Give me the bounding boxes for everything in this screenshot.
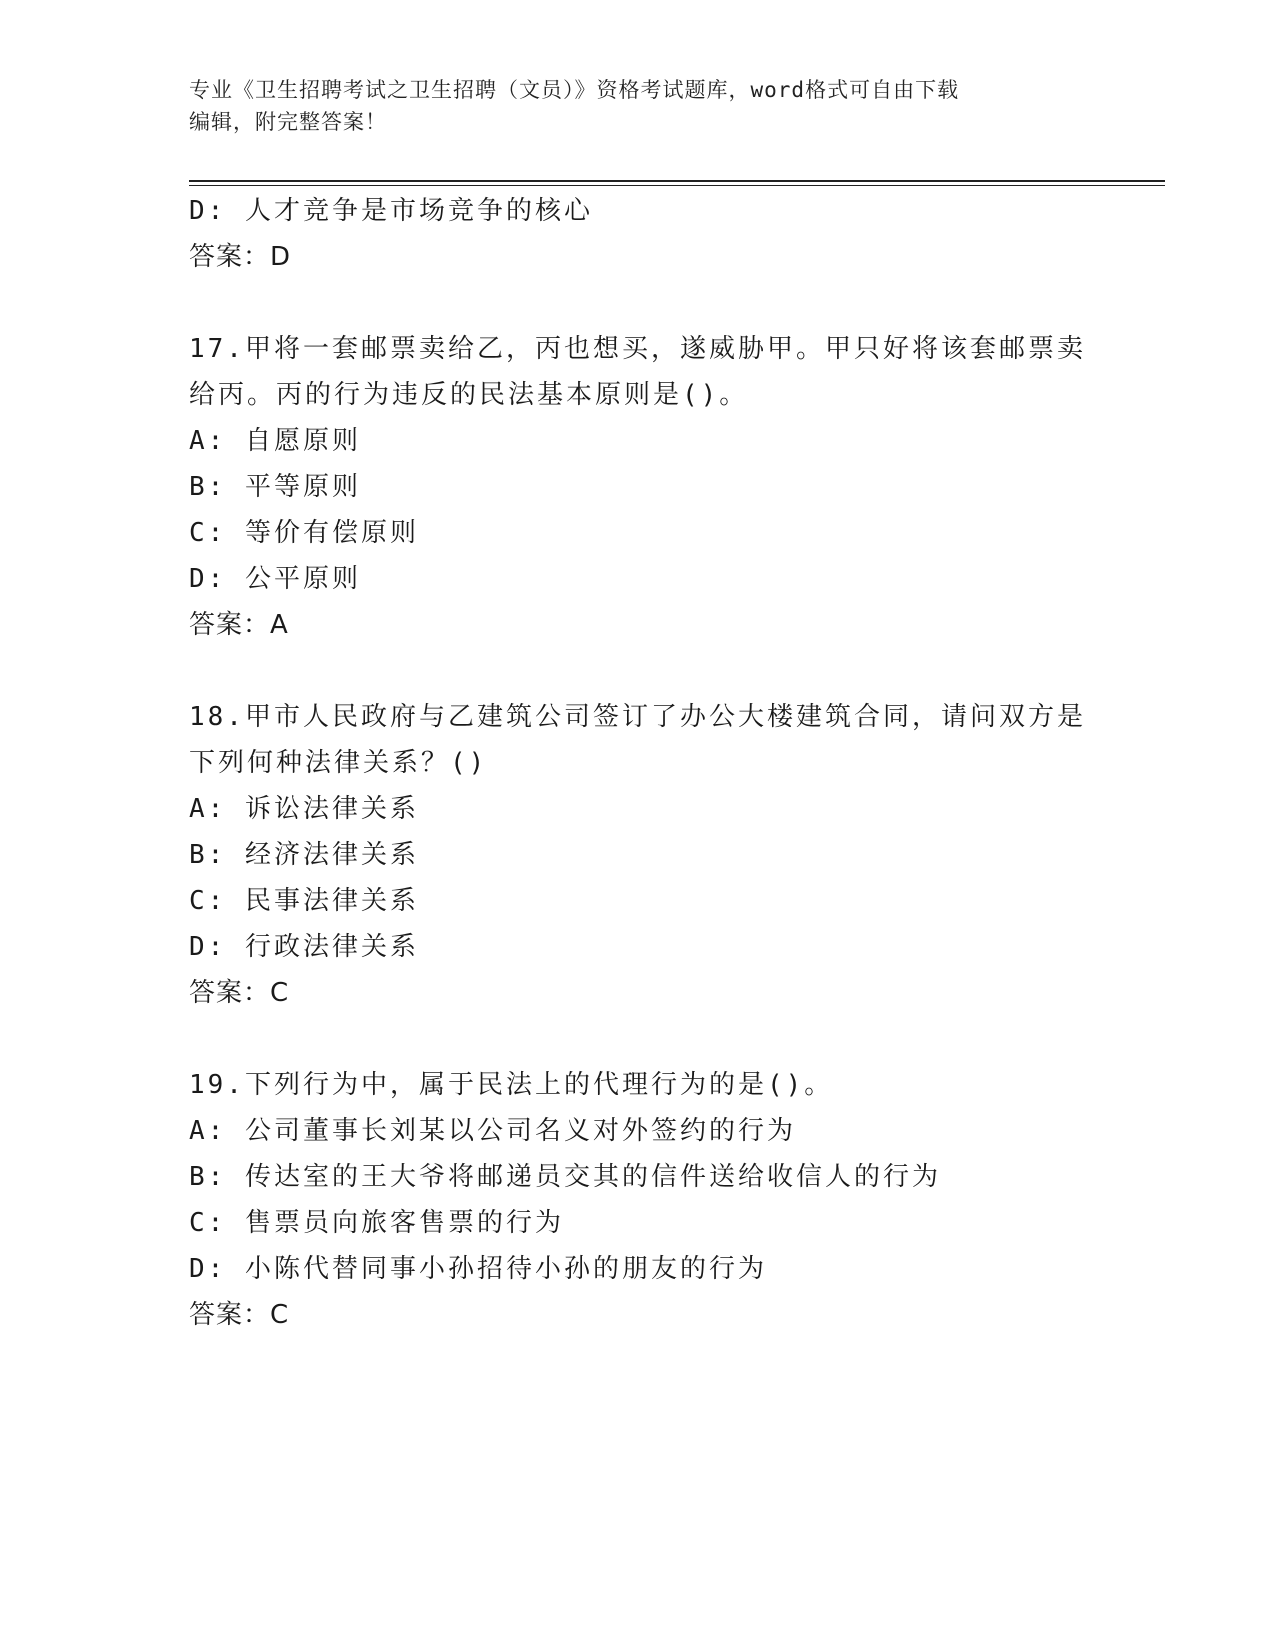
header-line-1: 专业《卫生招聘考试之卫生招聘（文员）》资格考试题库，word格式可自由下载 [189, 78, 960, 102]
question-stem-cont: 下列何种法律关系？() [189, 748, 488, 778]
header-divider-top [189, 180, 1165, 182]
question-stem: 19.下列行为中，属于民法上的代理行为的是()。 [189, 1070, 834, 1100]
option-d: D: 小陈代替同事小孙招待小孙的朋友的行为 [189, 1254, 767, 1284]
option-d: D: 行政法律关系 [189, 932, 419, 962]
option-c: C: 等价有偿原则 [189, 518, 419, 548]
option-b: B: 经济法律关系 [189, 840, 419, 870]
option-d: D: 公平原则 [189, 564, 361, 594]
option-a: A: 诉讼法律关系 [189, 794, 419, 824]
document-header [189, 74, 1089, 138]
question-stem-cont: 给丙。丙的行为违反的民法基本原则是()。 [189, 380, 749, 410]
option-c: C: 售票员向旅客售票的行为 [189, 1208, 564, 1238]
question-17 [189, 326, 1089, 648]
question-stem: 17.甲将一套邮票卖给乙，丙也想买，遂威胁甲。甲只好将该套邮票卖 [189, 334, 1086, 364]
answer-line: 答案：A [189, 610, 289, 640]
question-list [189, 188, 1089, 1338]
answer-line: 答案：C [189, 1300, 290, 1330]
option-b: B: 平等原则 [189, 472, 361, 502]
option-b: B: 传达室的王大爷将邮递员交其的信件送给收信人的行为 [189, 1162, 941, 1192]
header-divider-bottom [189, 185, 1165, 186]
spacer [189, 648, 1089, 694]
option-d: D: 人才竞争是市场竞争的核心 [189, 196, 593, 226]
question-19 [189, 1062, 1089, 1338]
question-stem: 18.甲市人民政府与乙建筑公司签订了办公大楼建筑合同，请问双方是 [189, 702, 1086, 732]
option-a: A: 自愿原则 [189, 426, 361, 456]
header-line-2: 编辑，附完整答案！ [189, 110, 387, 134]
option-c: C: 民事法律关系 [189, 886, 419, 916]
option-a: A: 公司董事长刘某以公司名义对外签约的行为 [189, 1116, 796, 1146]
question-18 [189, 694, 1089, 1016]
spacer [189, 1016, 1089, 1062]
answer-line: 答案：C [189, 978, 290, 1008]
answer-line: 答案：D [189, 242, 292, 272]
spacer [189, 280, 1089, 326]
